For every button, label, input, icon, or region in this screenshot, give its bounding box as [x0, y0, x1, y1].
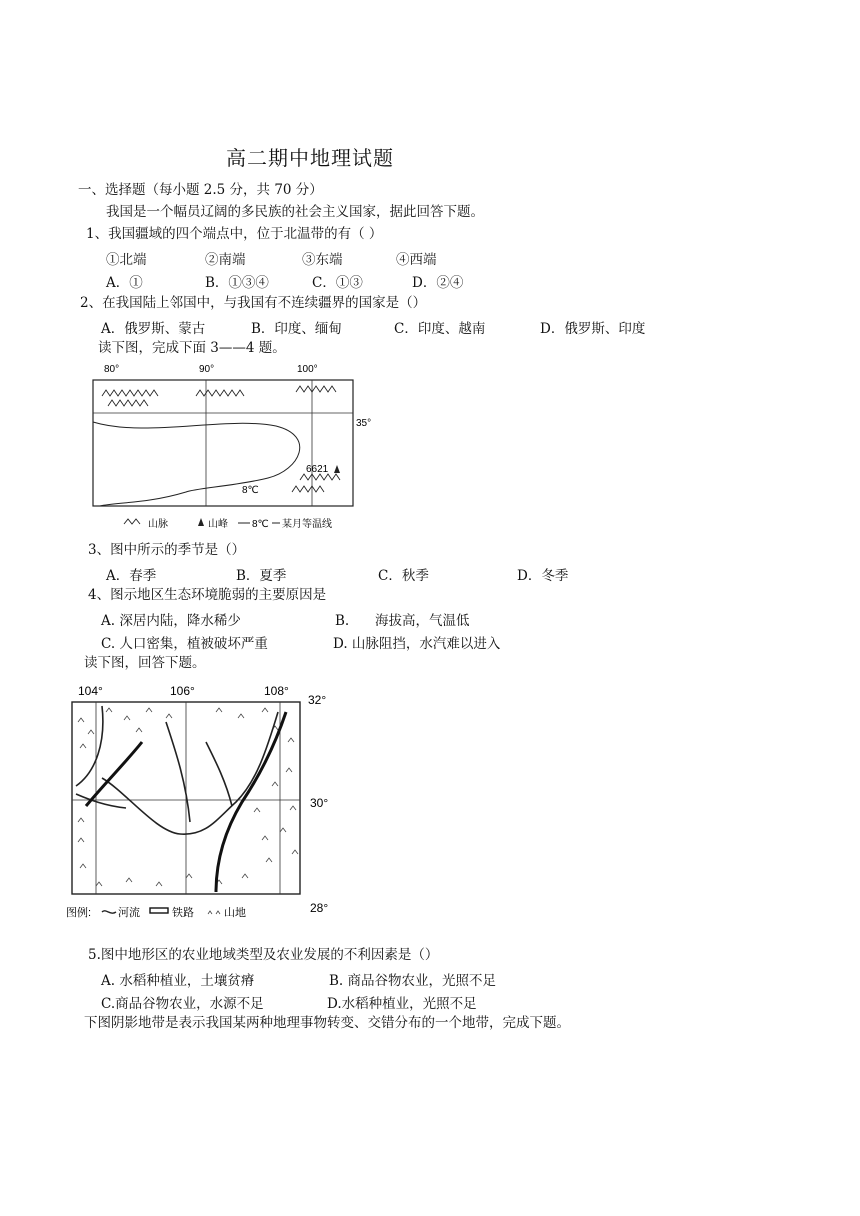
q1-item-3: ③东端: [302, 252, 343, 268]
lat-label: 30°: [310, 796, 329, 810]
peak-icon: [334, 465, 340, 473]
isotherm-label: 8℃: [242, 485, 259, 496]
isotherm-line: [93, 422, 300, 506]
question-4-stem: 4、图示地区生态环境脆弱的主要原因是: [88, 587, 327, 603]
mountain-range-symbol: [102, 386, 340, 492]
legend-prefix: 图例:: [66, 907, 92, 919]
legend-label: 某月等温线: [282, 519, 332, 530]
legend-label: 河流: [118, 907, 140, 919]
lon-label: 80°: [104, 364, 120, 375]
lon-label: 100°: [297, 364, 318, 375]
q2-option-b: B．印度、缅甸: [251, 321, 342, 337]
map-legend: [124, 517, 332, 530]
legend-label: 铁路: [172, 907, 194, 919]
peak-label: 6621: [306, 464, 329, 475]
peak-legend-icon: [198, 518, 204, 526]
q5-option-c: C.商品谷物农业，水源不足: [101, 996, 264, 1012]
q3-option-b: B．夏季: [236, 568, 287, 584]
lon-label: 108°: [264, 684, 289, 698]
q1-option-c: C．①③: [312, 275, 363, 291]
intro-text: 我国是一个幅员辽阔的多民族的社会主义国家，据此回答下题。: [106, 204, 484, 220]
q1-item-2: ②南端: [205, 252, 246, 268]
q1-option-d: D．②④: [412, 275, 464, 291]
lat-label: 35°: [356, 418, 372, 429]
q4-option-c: C. 人口密集，植被破坏严重: [101, 636, 268, 652]
map-legend: [66, 905, 246, 919]
section-heading: 一、选择题（每小题 2.5 分，共 70 分）: [78, 182, 323, 198]
river-legend-icon: [102, 911, 116, 913]
railway-legend-icon: [150, 908, 168, 913]
intro-text: 读下图，回答下题。: [84, 655, 206, 671]
q5-option-b: B. 商品谷物农业，光照不足: [329, 973, 497, 989]
q2-option-d: D．俄罗斯、印度: [540, 321, 646, 337]
legend-label: 8℃: [252, 519, 269, 530]
q5-option-d: D.水稻种植业，光照不足: [327, 996, 477, 1012]
lat-label: 32°: [308, 693, 327, 707]
q4-option-a: A. 深居内陆，降水稀少: [101, 613, 241, 629]
mountain-legend-icon: [208, 911, 220, 914]
intro-text: 下图阴影地带是表示我国某两种地理事物转变、交错分布的一个地带，完成下题。: [84, 1015, 570, 1031]
q1-option-b: B．①③④: [205, 275, 269, 291]
question-5-stem: 5.图中地形区的农业地域类型及农业发展的不利因素是（）: [88, 947, 439, 963]
q1-item-4: ④西端: [396, 252, 437, 268]
mountain-legend-icon: [124, 519, 140, 524]
q4-option-b: B. 海拔高，气温低: [335, 613, 470, 629]
lat-label: 28°: [310, 901, 329, 915]
q2-option-a: A．俄罗斯、蒙古: [101, 321, 206, 337]
q1-item-1: ①北端: [106, 252, 147, 268]
legend-label: 山峰: [208, 519, 228, 530]
lon-label: 106°: [170, 684, 195, 698]
lon-label: 90°: [199, 364, 215, 375]
river: [76, 706, 278, 834]
legend-label: 山地: [224, 907, 246, 919]
q4-option-d: D. 山脉阻挡，水汽难以进入: [333, 636, 501, 652]
mountain-area: [78, 708, 298, 886]
q5-option-a: A. 水稻种植业，土壤贫瘠: [101, 973, 255, 989]
sichuan-basin-map: [66, 682, 342, 922]
q3-option-a: A．春季: [106, 568, 157, 584]
question-3-stem: 3、图中所示的季节是（）: [88, 542, 246, 558]
page-title: 高二期中地理试题: [226, 146, 394, 170]
q3-option-c: C．秋季: [378, 568, 429, 584]
q2-option-c: C．印度、越南: [394, 321, 486, 337]
q1-option-a: A．①: [106, 275, 143, 291]
question-1-stem: 1、我国疆域的四个端点中，位于北温带的有（ ）: [86, 226, 383, 242]
question-2-stem: 2、在我国陆上邻国中，与我国有不连续疆界的国家是（）: [80, 295, 427, 311]
isotherm-map: [86, 360, 386, 538]
legend-label: 山脉: [148, 519, 168, 530]
map-frame: [93, 380, 353, 506]
q3-option-d: D．冬季: [517, 568, 569, 584]
intro-text: 读下图，完成下面 3——4 题。: [98, 340, 286, 356]
lon-label: 104°: [78, 684, 103, 698]
